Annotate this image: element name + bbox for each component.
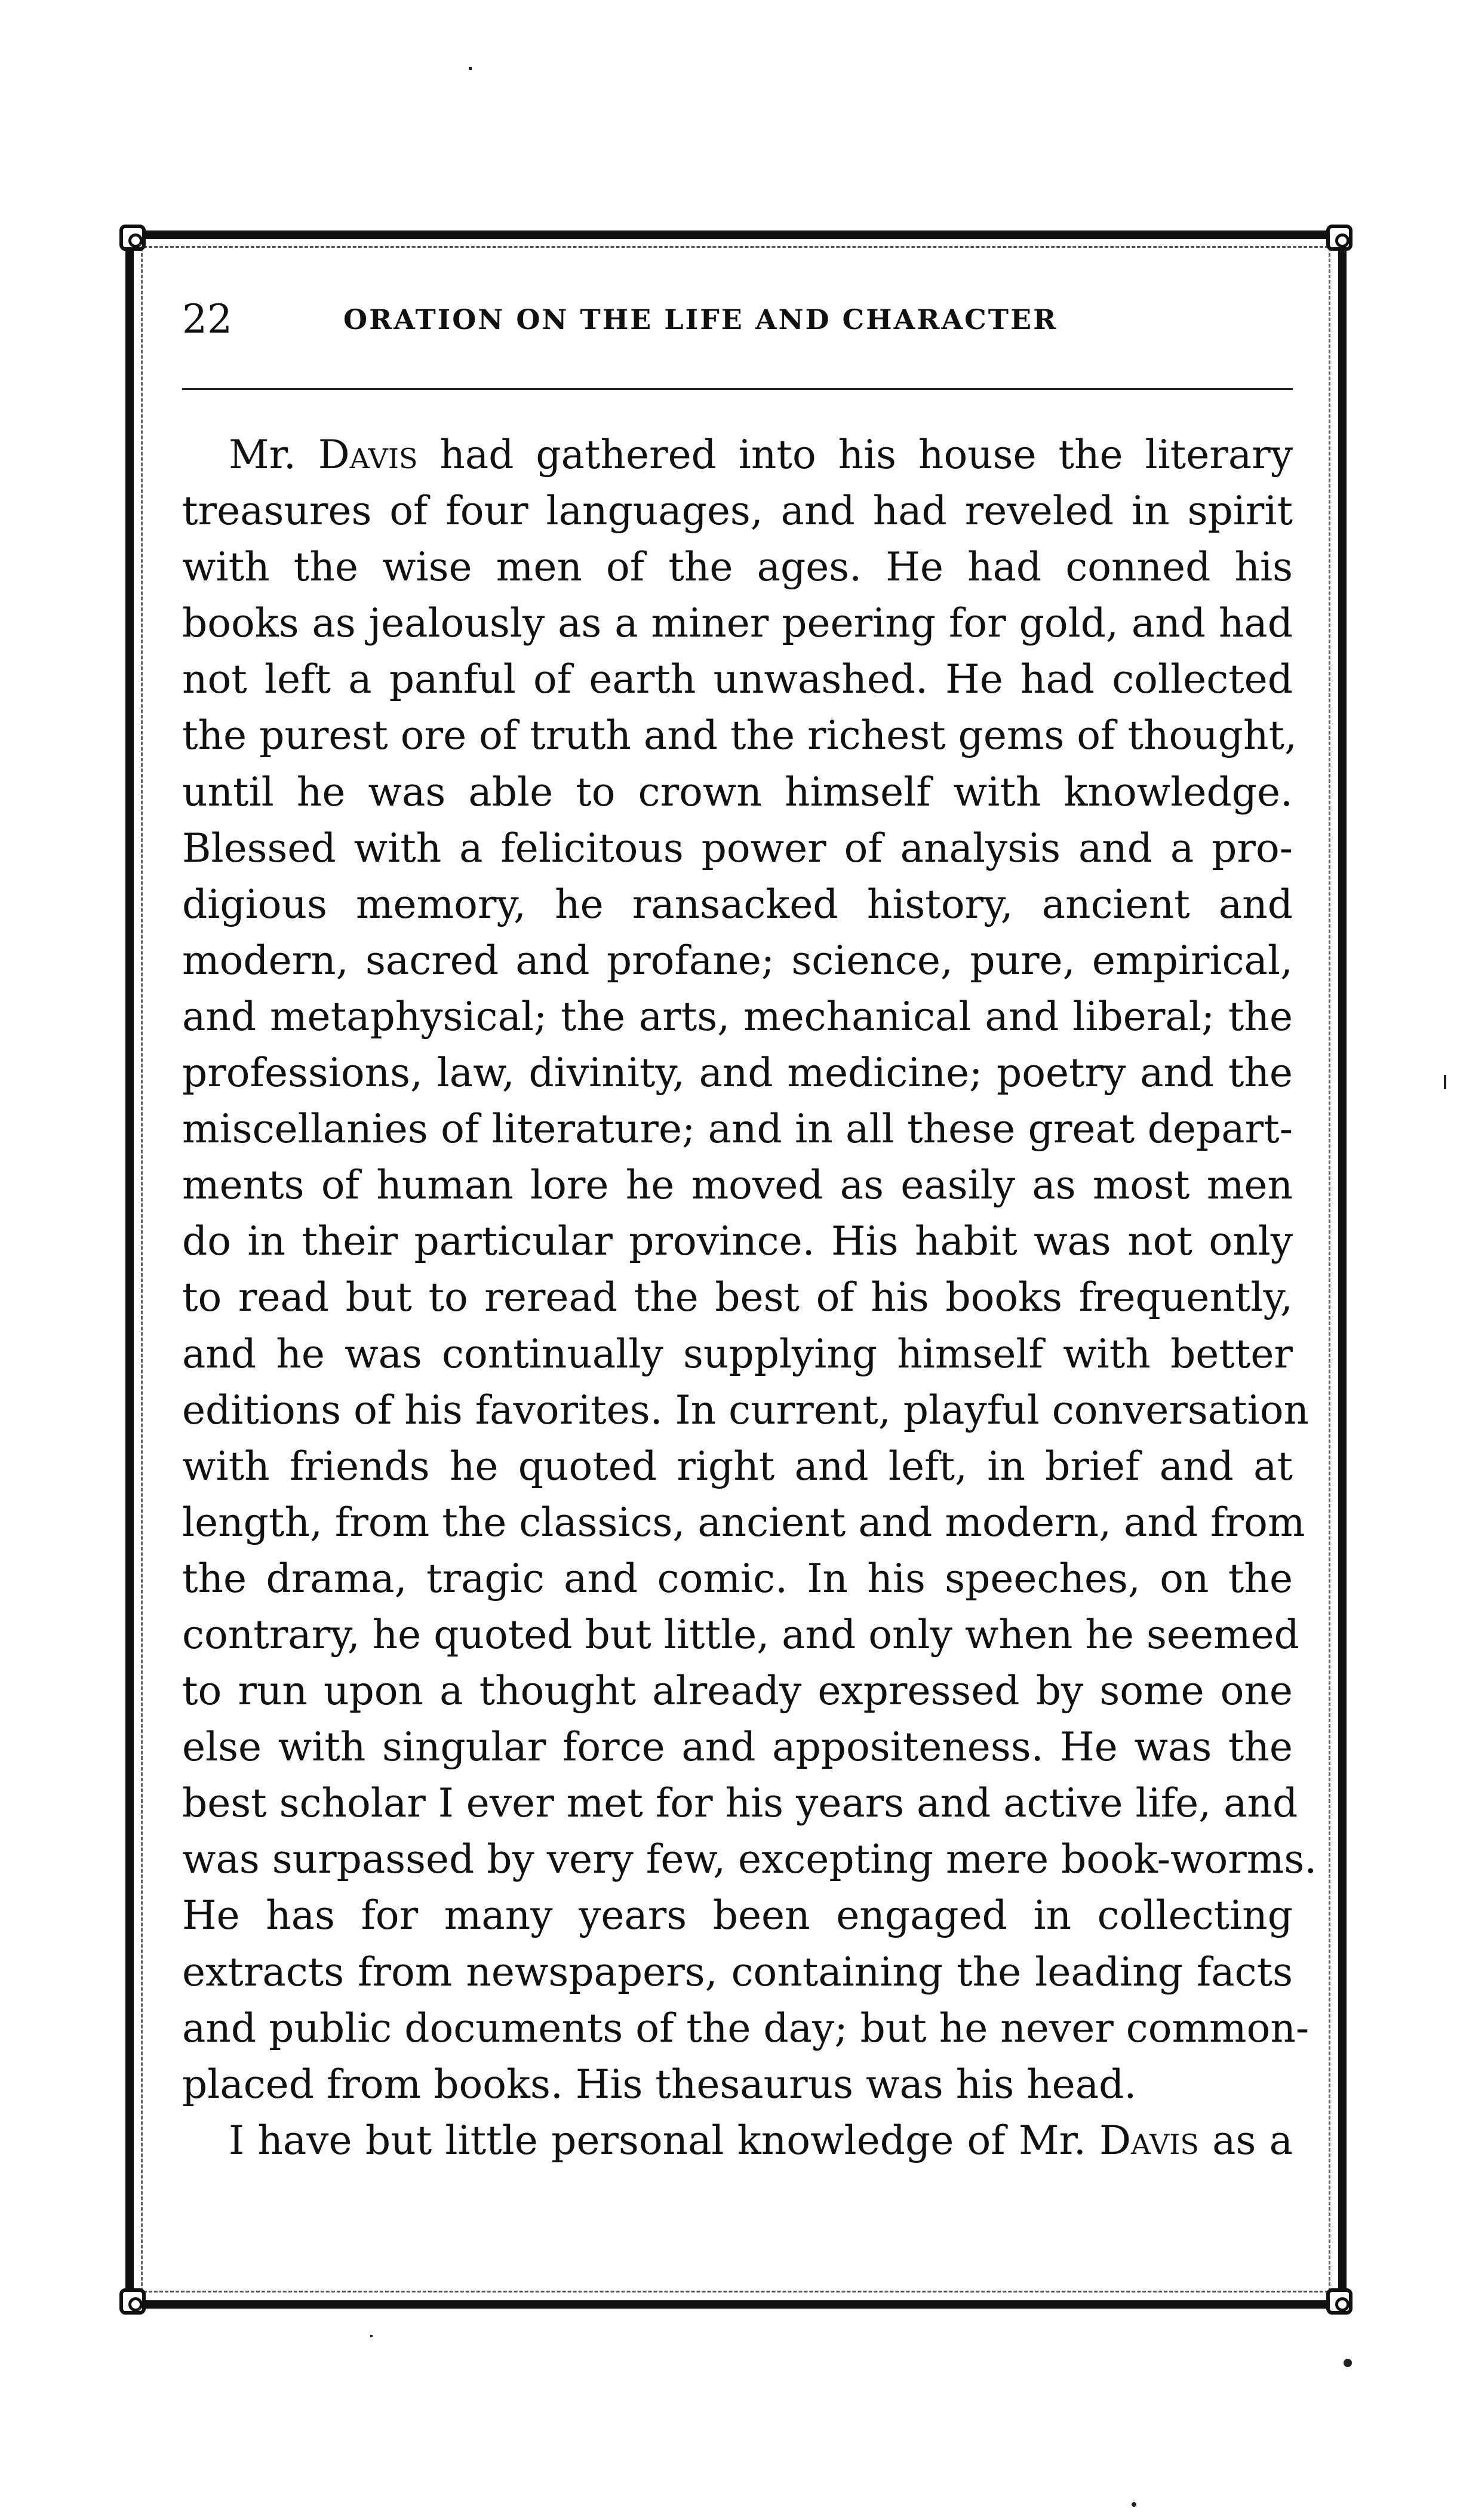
name-small-caps: Davis bbox=[1099, 2117, 1199, 2163]
text-line: and metaphysical; the arts, mechanical and liberal; the bbox=[182, 993, 1293, 1040]
corner-ornament-icon bbox=[1326, 2288, 1353, 2315]
corner-ornament-icon bbox=[119, 2288, 146, 2315]
text-line: extracts from newspapers, containing the leading facts bbox=[182, 1949, 1293, 1995]
text-line: Mr. Davis had gathered into his house the literary bbox=[229, 432, 1293, 478]
text-line: length, from the classics, ancient and modern, and from bbox=[182, 1499, 1305, 1545]
text-line: was surpassed by very few, excepting mere book-worms. bbox=[182, 1836, 1317, 1883]
text-line: to read but to reread the best of his books frequently, bbox=[182, 1274, 1293, 1321]
corner-ornament-icon bbox=[1326, 225, 1353, 251]
text-line: Blessed with a felicitous power of analysis and a pro- bbox=[182, 825, 1293, 871]
header-divider bbox=[182, 388, 1293, 390]
text-line: the purest ore of truth and the richest gems of thought, bbox=[182, 712, 1297, 759]
text-line: He has for many years been engaged in collecting bbox=[182, 1892, 1293, 1939]
print-mark bbox=[469, 67, 472, 70]
text-line: until he was able to crown himself with knowledge. bbox=[182, 769, 1293, 815]
text-line: not left a panful of earth unwashed. He had collected bbox=[182, 656, 1293, 703]
print-mark bbox=[370, 2335, 373, 2337]
text-line: with the wise men of the ages. He had conned his bbox=[182, 544, 1293, 591]
border-bottom-rule bbox=[143, 2300, 1329, 2309]
text-line: I have but little personal knowledge of Mr. Davis as a bbox=[229, 2117, 1293, 2163]
text-line: contrary, he quoted but little, and only when he seemed bbox=[182, 1611, 1299, 1658]
name-small-caps: Davis bbox=[318, 432, 418, 478]
text-line: placed from books. His thesaurus was his head. bbox=[182, 2061, 1137, 2107]
text-line: books as jealously as a miner peering for gold, and had bbox=[182, 600, 1293, 647]
text-line: and he was continually supplying himself with better bbox=[182, 1330, 1293, 1377]
print-mark bbox=[1444, 1075, 1446, 1089]
text-line: and public documents of the day; but he never common- bbox=[182, 2005, 1310, 2051]
text-line: professions, law, divinity, and medicine; poetry and the bbox=[182, 1050, 1293, 1096]
text-line: digious memory, he ransacked history, ancient and bbox=[182, 881, 1293, 927]
print-mark bbox=[1344, 2359, 1352, 2367]
corner-ornament-icon bbox=[119, 225, 146, 251]
text-line: do in their particular province. His habit was not only bbox=[182, 1218, 1293, 1265]
print-mark bbox=[1132, 2502, 1136, 2507]
text-line: miscellanies of literature; and in all these great depart- bbox=[182, 1106, 1293, 1153]
text-line: to run upon a thought already expressed by some one bbox=[182, 1668, 1293, 1714]
text-line: modern, sacred and profane; science, pure, empirical, bbox=[182, 937, 1293, 984]
border-left-rule bbox=[125, 242, 134, 2297]
body-text bbox=[182, 427, 1317, 2169]
text-line: treasures of four languages, and had reveled in spirit bbox=[182, 488, 1293, 534]
text-line: the drama, tragic and comic. In his speeches, on the bbox=[182, 1555, 1293, 1602]
text-line: with friends he quoted right and left, in brief and at bbox=[182, 1443, 1293, 1489]
border-right-rule bbox=[1338, 242, 1347, 2297]
page-number: 22 bbox=[182, 296, 232, 342]
running-title: ORATION ON THE LIFE AND CHARACTER bbox=[343, 303, 1058, 336]
border-top-rule bbox=[143, 231, 1329, 239]
running-head bbox=[182, 293, 1293, 346]
text-line: editions of his favorites. In current, playful conversation bbox=[182, 1387, 1309, 1433]
text-line: else with singular force and appositeness. He was the bbox=[182, 1724, 1293, 1771]
text-line: ments of human lore he moved as easily as most men bbox=[182, 1162, 1293, 1209]
text-line: best scholar I ever met for his years and active life, and bbox=[182, 1780, 1298, 1827]
